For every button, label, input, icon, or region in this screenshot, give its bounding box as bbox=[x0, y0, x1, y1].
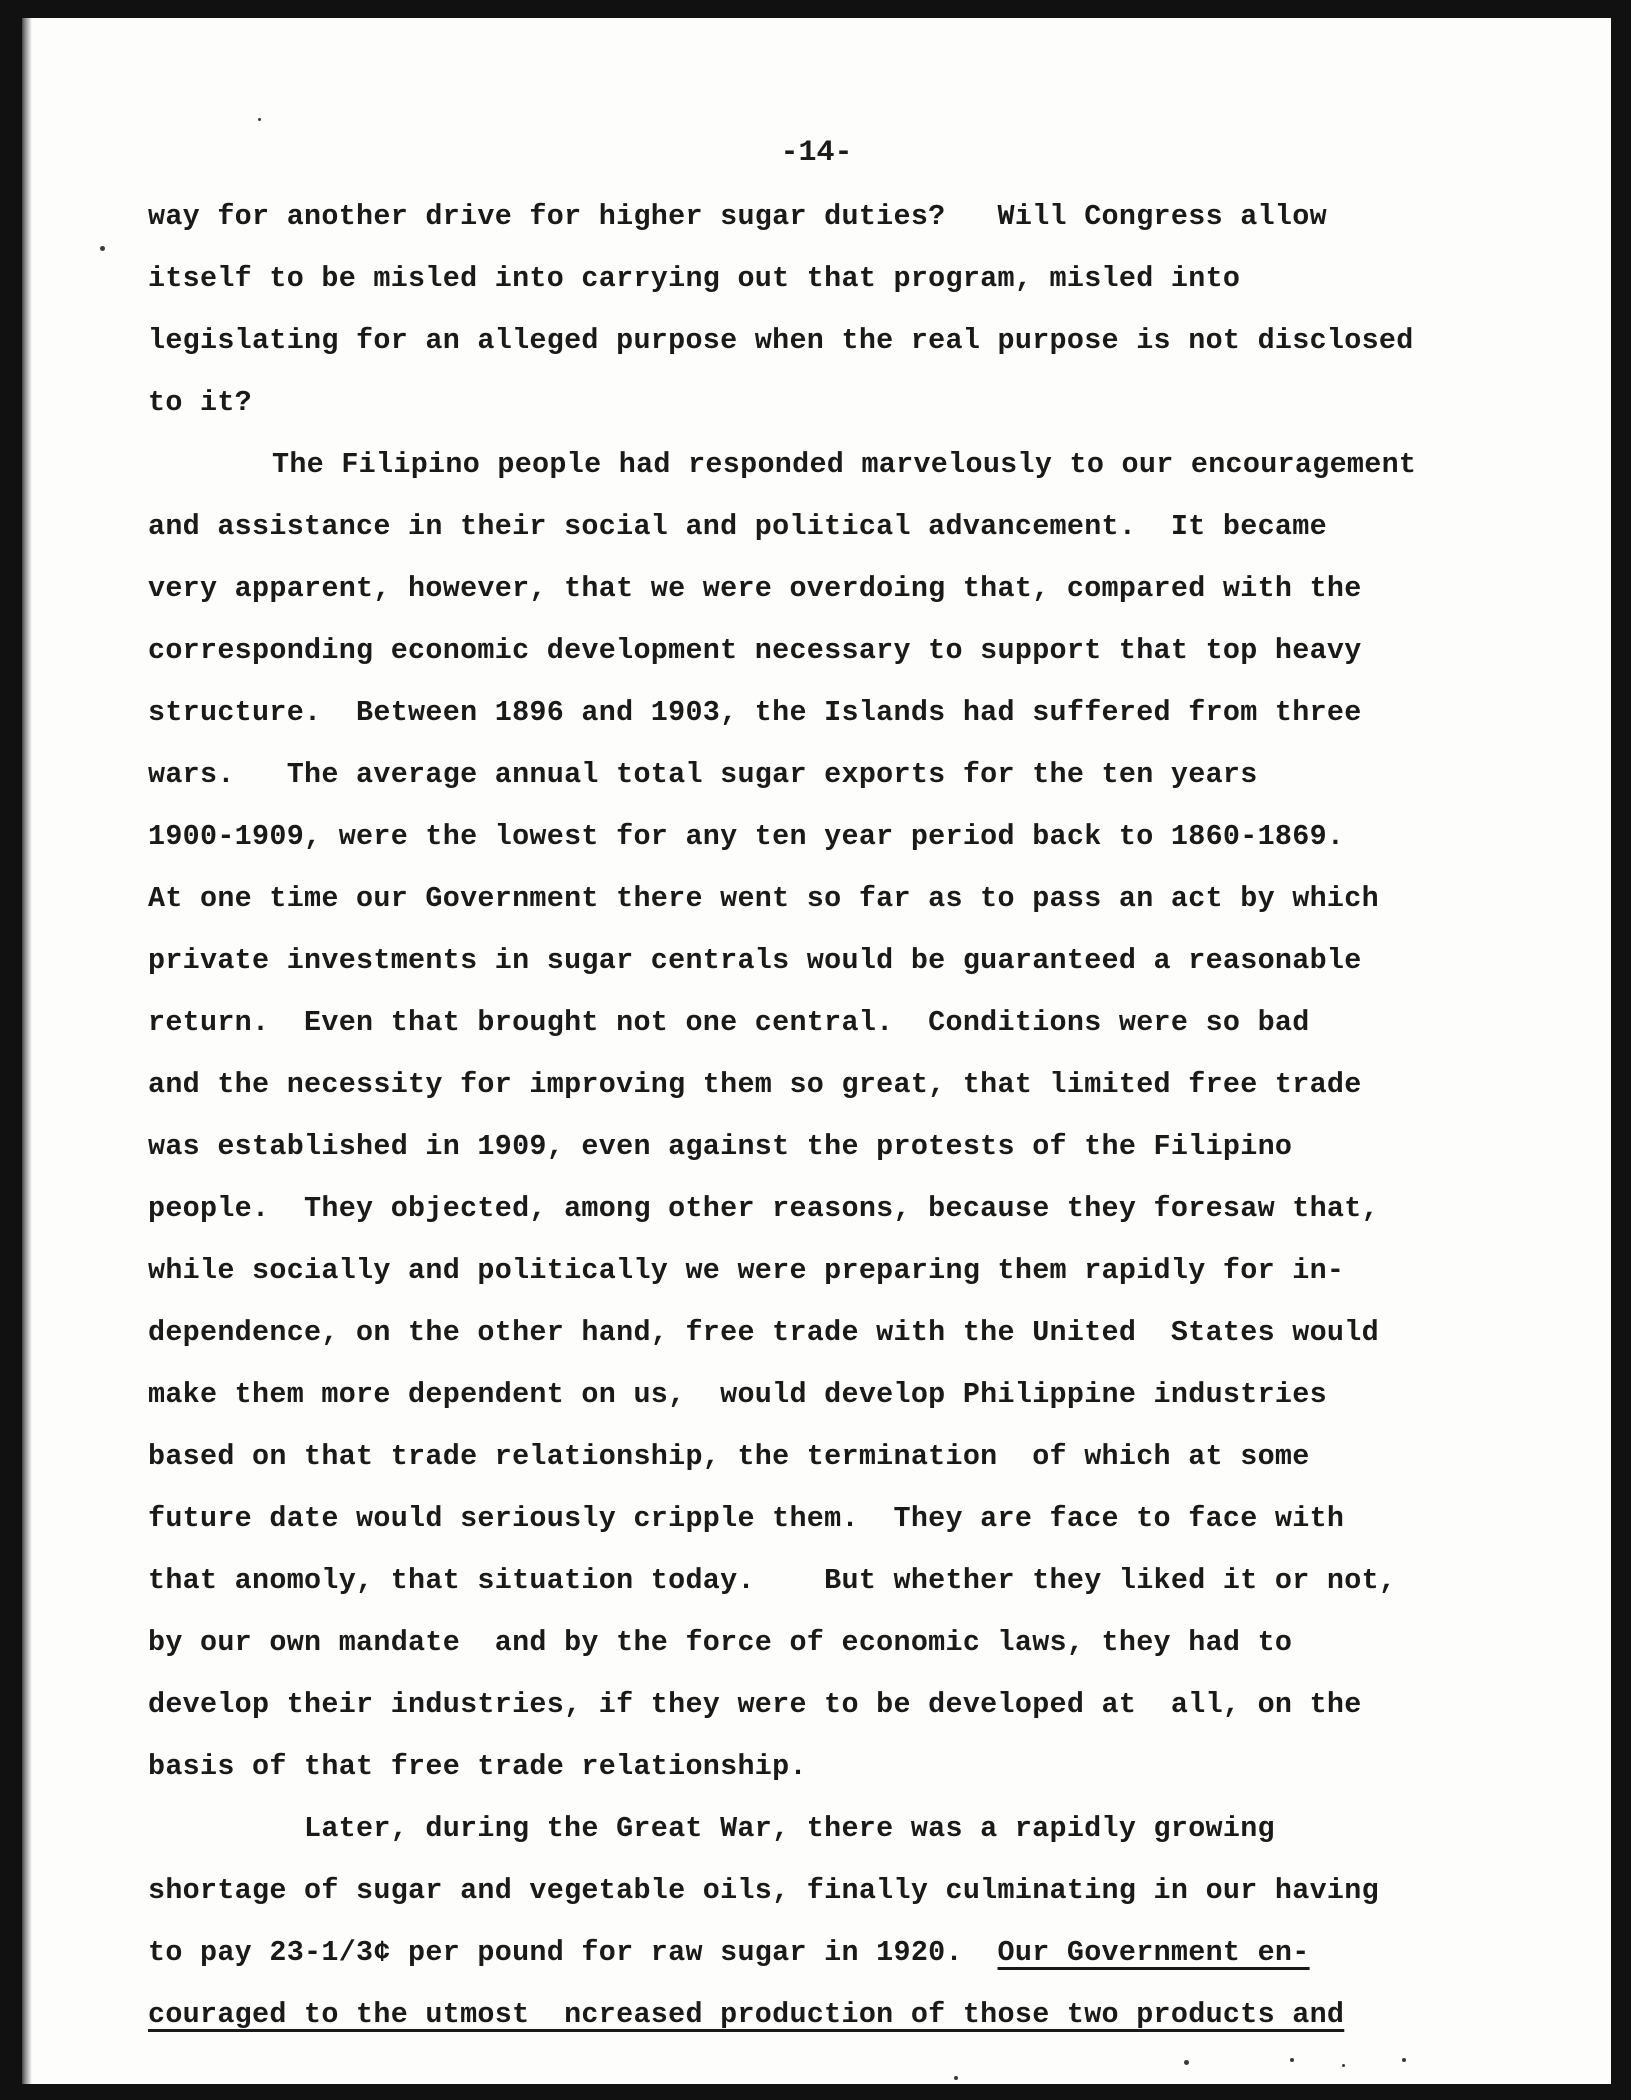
text-line: develop their industries, if they were to be developed at all, on the bbox=[148, 1688, 1362, 1721]
text-line: private investments in sugar centrals would be guaranteed a reasonable bbox=[148, 944, 1362, 977]
text-line: 1900-1909, were the lowest for any ten year period back to 1860-1869. bbox=[148, 820, 1345, 853]
text-line: people. They objected, among other reasons, because they foresaw that, bbox=[148, 1192, 1379, 1225]
text-line bbox=[148, 1984, 1588, 2046]
underlined-text: couraged to the utmost ncreased production of those two products and bbox=[148, 1998, 1345, 2031]
text-line: structure. Between 1896 and 1903, the Islands had suffered from three bbox=[148, 696, 1362, 729]
text-line: while socially and politically we were preparing them rapidly for in- bbox=[148, 1254, 1345, 1287]
paragraph-1 bbox=[148, 186, 1588, 434]
text-line: make them more dependent on us, would develop Philippine industries bbox=[148, 1378, 1327, 1411]
scan-speck bbox=[100, 246, 105, 251]
text-line: return. Even that brought not one central. Conditions were so bad bbox=[148, 1006, 1310, 1039]
scan-speck bbox=[258, 118, 261, 121]
body-text bbox=[148, 186, 1588, 2046]
underlined-text: Our Government en- bbox=[997, 1936, 1310, 1969]
scan-speck bbox=[1342, 2064, 1345, 2067]
text-line: future date would seriously cripple them. They are face to face with bbox=[148, 1502, 1345, 1535]
text-line: by our own mandate and by the force of economic laws, they had to bbox=[148, 1626, 1293, 1659]
text-line: to it? bbox=[148, 386, 253, 419]
text-line: Later, during the Great War, there was a rapidly growing bbox=[304, 1812, 1275, 1845]
text-line bbox=[148, 1922, 1588, 1984]
scan-speck bbox=[954, 2076, 958, 2080]
text-line: way for another drive for higher sugar duties? Will Congress allow bbox=[148, 200, 1327, 233]
text-line: very apparent, however, that we were overdoing that, compared with the bbox=[148, 572, 1362, 605]
text-line: itself to be misled into carrying out that program, misled into bbox=[148, 262, 1241, 295]
text-line: wars. The average annual total sugar exports for the ten years bbox=[148, 758, 1258, 791]
paragraph-2 bbox=[148, 434, 1588, 1798]
text-line: shortage of sugar and vegetable oils, finally culminating in our having bbox=[148, 1874, 1379, 1907]
scan-speck bbox=[1184, 2060, 1189, 2065]
text-line: basis of that free trade relationship. bbox=[148, 1750, 807, 1783]
scan-speck bbox=[1402, 2058, 1406, 2062]
scan-speck bbox=[1290, 2058, 1294, 2062]
text-line: The Filipino people had responded marvelously to our encouragement bbox=[272, 448, 1417, 481]
paragraph-3 bbox=[148, 1798, 1588, 2046]
text-line: based on that trade relationship, the termination of which at some bbox=[148, 1440, 1310, 1473]
page-number: -14- bbox=[780, 136, 853, 170]
text-line: was established in 1909, even against the protests of the Filipino bbox=[148, 1130, 1293, 1163]
text-line: corresponding economic development necessary to support that top heavy bbox=[148, 634, 1362, 667]
text-segment: to pay 23-1/3¢ per pound for raw sugar in 1920. bbox=[148, 1936, 998, 1969]
text-line: dependence, on the other hand, free trade with the United States would bbox=[148, 1316, 1379, 1349]
document-page bbox=[22, 18, 1611, 2084]
text-line: and the necessity for improving them so great, that limited free trade bbox=[148, 1068, 1362, 1101]
text-line: that anomoly, that situation today. But whether they liked it or not, bbox=[148, 1564, 1397, 1597]
text-line: legislating for an alleged purpose when the real purpose is not disclosed bbox=[148, 324, 1414, 357]
text-line: At one time our Government there went so far as to pass an act by which bbox=[148, 882, 1379, 915]
text-line: and assistance in their social and political advancement. It became bbox=[148, 510, 1327, 543]
